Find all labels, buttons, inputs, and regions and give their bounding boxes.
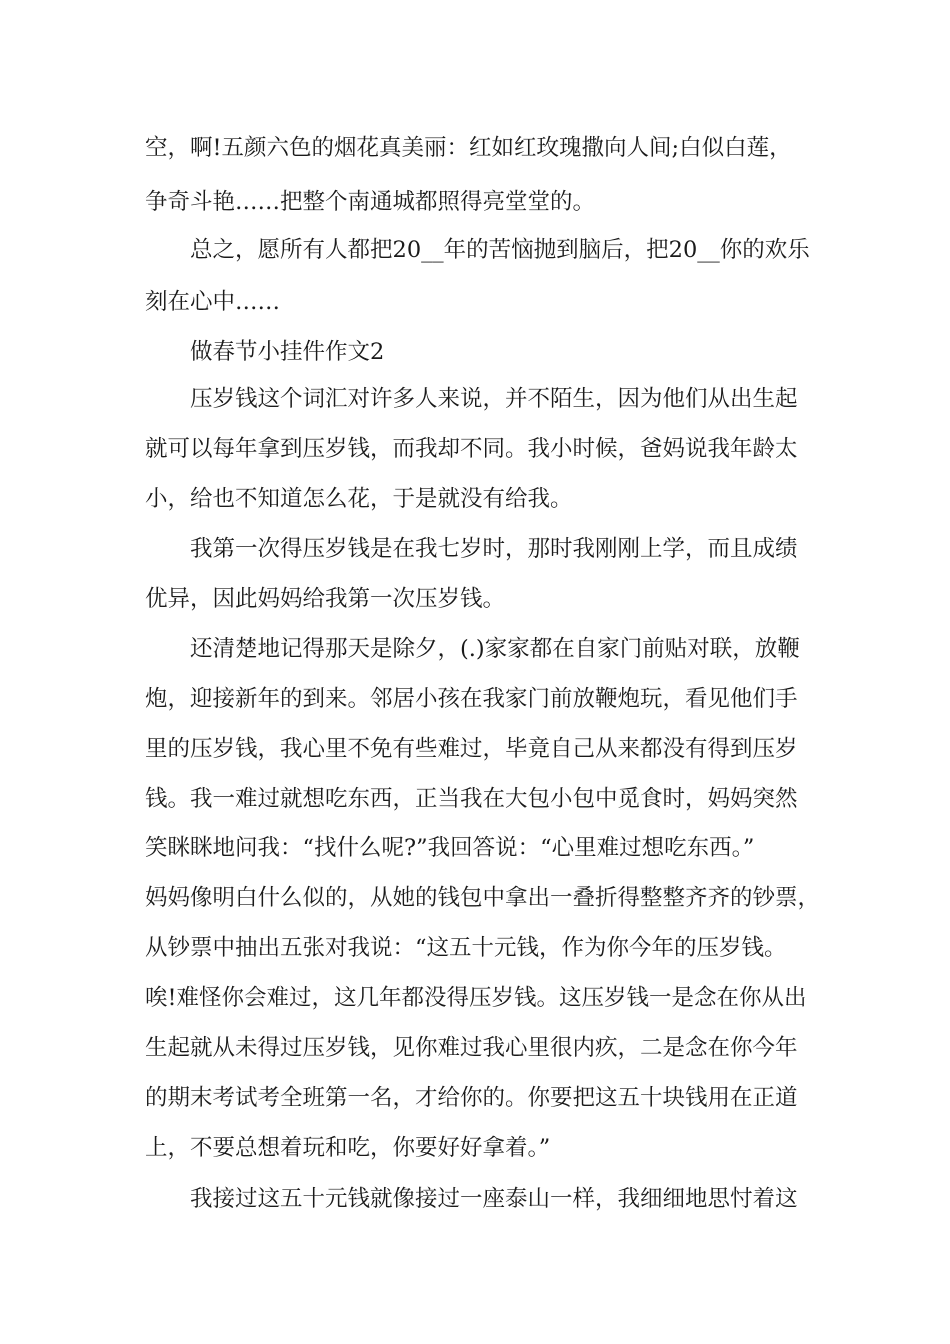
text-line: 生起就从未得过压岁钱，见你难过我心里很内疚，二是念在你今年 — [145, 1035, 798, 1061]
text-line: 从钞票中抽出五张对我说：“这五十元钱，作为你今年的压岁钱。 — [145, 935, 787, 961]
text-line: 小，给也不知道怎么花，于是就没有给我。 — [145, 486, 573, 512]
text-line: 我接过这五十元钱就像接过一座泰山一样，我细细地思忖着这 — [190, 1186, 798, 1212]
text-line: 上，不要总想着玩和吃，你要好好拿着。” — [145, 1135, 551, 1161]
text-line: 刻在心中…… — [145, 289, 281, 315]
text-line: 总之，愿所有人都把20__年的苦恼抛到脑后，把20__你的欢乐 — [190, 237, 810, 263]
text-line: 的期末考试考全班第一名，才给你的。你要把这五十块钱用在正道 — [145, 1085, 798, 1111]
section-heading: 做春节小挂件作文2 — [190, 339, 385, 365]
text-line: 还清楚地记得那天是除夕，(.)家家都在自家门前贴对联，放鞭 — [190, 636, 800, 662]
text-line: 炮，迎接新年的到来。邻居小孩在我家门前放鞭炮玩，看见他们手 — [145, 686, 798, 712]
text-line: 里的压岁钱，我心里不免有些难过，毕竟自己从来都没有得到压岁 — [145, 736, 798, 762]
text-line: 钱。我一难过就想吃东西，正当我在大包小包中觅食时，妈妈突然 — [145, 786, 798, 812]
text-line: 妈妈像明白什么似的，从她的钱包中拿出一叠折得整整齐齐的钞票， — [145, 885, 821, 911]
text-line: 争奇斗艳……把整个南通城都照得亮堂堂的。 — [145, 189, 596, 215]
text-line: 我第一次得压岁钱是在我七岁时，那时我刚刚上学，而且成绩 — [190, 536, 798, 562]
text-line: 就可以每年拿到压岁钱，而我却不同。我小时候，爸妈说我年龄太 — [145, 436, 798, 462]
text-line: 优异，因此妈妈给我第一次压岁钱。 — [145, 586, 506, 612]
text-line: 空，啊!五颜六色的烟花真美丽：红如红玫瑰撒向人间;白似白莲， — [145, 135, 792, 161]
text-line: 笑眯眯地问我：“找什么呢?”我回答说：“心里难过想吃东西。” — [145, 835, 755, 861]
text-line: 压岁钱这个词汇对许多人来说，并不陌生，因为他们从出生起 — [190, 386, 798, 412]
text-line: 唉!难怪你会难过，这几年都没得压岁钱。这压岁钱一是念在你从出 — [145, 985, 807, 1011]
